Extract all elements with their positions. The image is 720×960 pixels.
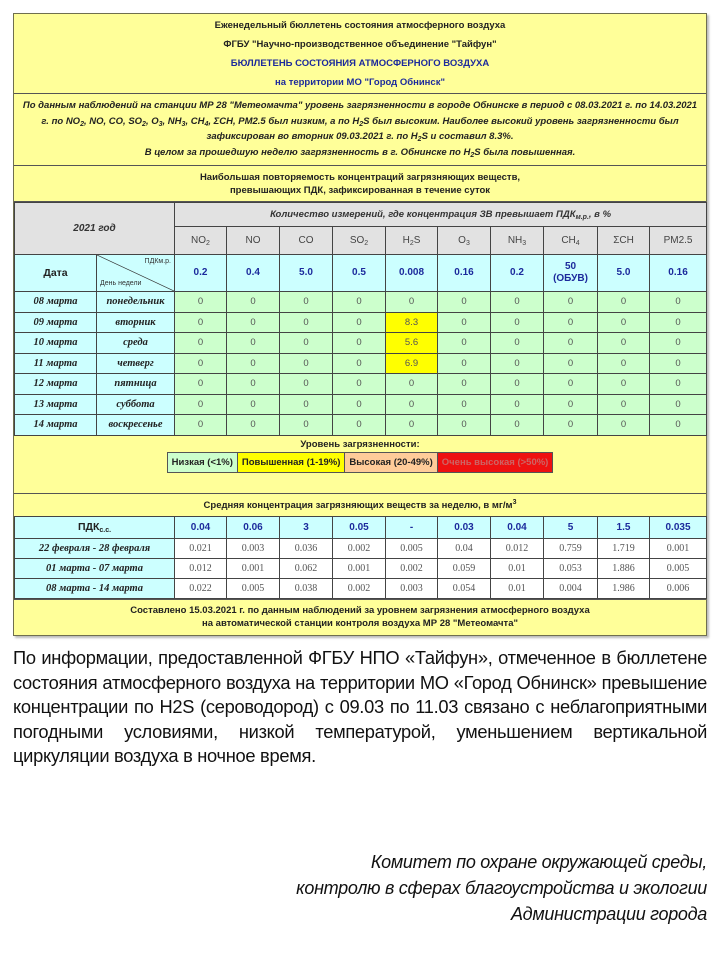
exceedance-value: 8.3 [386,312,438,333]
exceedance-value: 0 [491,415,544,436]
table-row [15,394,707,415]
pdk-mr-row [15,255,707,292]
exceedance-value: 0 [544,333,598,354]
exceedance-value: 0 [438,394,491,415]
avg-value: 0.003 [386,578,438,598]
exceedance-value: 0 [438,415,491,436]
avg-table-row [15,578,707,598]
avg-concentration-table [14,516,707,599]
avg-value: 0.012 [175,558,227,578]
exceedance-value: 0 [598,333,650,354]
exceedance-value: 0 [598,312,650,333]
row-date: 10 марта [15,333,97,354]
avg-table-row [15,538,707,558]
footer-line-1: Составлено 15.03.2021 г. по данным наблюдений за уровнем загрязнения атмосферного воздуха [130,604,590,616]
exceedance-value: 0 [544,374,598,395]
pdk-ss-value: 5 [544,516,598,538]
avg-value: 0.04 [438,538,491,558]
legend-item: Очень высокая (>50%) [438,453,553,472]
exceedance-value: 0 [598,374,650,395]
row-date: 08 марта [15,292,97,313]
exceedance-value: 0 [227,312,280,333]
exceedance-value: 0 [650,374,707,395]
exceedance-value: 0 [650,333,707,354]
pdk-ss-value: 0.06 [227,516,280,538]
legend-item: Низкая (<1%) [168,453,238,472]
exceedance-value: 0 [491,353,544,374]
avg-value: 0.001 [650,538,707,558]
substance-header: NO [227,227,280,255]
avg-value: 0.01 [491,558,544,578]
avg-value: 0.002 [333,538,386,558]
avg-value: 0.759 [544,538,598,558]
signature-line-1: Комитет по охране окружающей среды, [370,852,707,872]
avg-value: 0.036 [280,538,333,558]
header-line-3: БЮЛЛЕТЕНЬ СОСТОЯНИЯ АТМОСФЕРНОГО ВОЗДУХА [230,58,490,69]
exceedance-value: 0 [650,394,707,415]
avg-value: 0.004 [544,578,598,598]
exceedance-value: 0 [544,312,598,333]
diag-weekday-label: День недели [100,280,142,287]
exceedance-value: 0 [386,292,438,313]
substance-header: $CH_4$ [544,227,598,255]
avg-value: 0.005 [227,578,280,598]
avg-value: 1.986 [598,578,650,598]
row-weekday: суббота [97,394,175,415]
exceedance-value: 0 [227,374,280,395]
exceedance-value: 0 [175,415,227,436]
header-line-2: ФГБУ "Научно-производственное объединение "Тайфун" [223,39,497,50]
signature-block [107,849,707,927]
avg-table-row [15,558,707,578]
substance-header: $O_3$ [438,227,491,255]
avg-value: 0.062 [280,558,333,578]
pdk-ss-value: 3 [280,516,333,538]
exceedance-value: 0 [491,292,544,313]
avg-value: 0.006 [650,578,707,598]
pdk-mr-value: 5.0 [280,255,333,292]
exceedance-value: 0 [598,394,650,415]
pdk-mr-value: 0.16 [438,255,491,292]
avg-value: 0.001 [333,558,386,578]
table-row [15,415,707,436]
row-weekday: вторник [97,312,175,333]
diag-pdk-label: ПДКм.р. [144,258,171,265]
repeatability-title-line-2: превышающих ПДК, зафиксированная в течение суток [229,185,491,196]
substance-header: CO [280,227,333,255]
exceedance-value: 0 [438,312,491,333]
avg-concentration-title: Средняя концентрация загрязняющих веществ за неделю, в $мг/м^3$ [203,498,517,511]
air-quality-bulletin [13,13,707,636]
avg-value: 1.719 [598,538,650,558]
exceedance-value: 0 [491,394,544,415]
legend-item: Высокая (20-49%) [345,453,437,472]
exceedance-value: 0 [175,394,227,415]
row-date: 11 марта [15,353,97,374]
exceedance-value: 0 [175,312,227,333]
table-row [15,333,707,354]
qty-label: Количество измерений, где концентрация ЗВ превышает $ПДК_{м.р.}$, в % [175,203,707,227]
pdk-mr-value: 0.2 [175,255,227,292]
exceedance-value: 0 [333,394,386,415]
row-weekday: среда [97,333,175,354]
pdk-ss-value: 1.5 [598,516,650,538]
substance-header: ΣCH [598,227,650,255]
exceedance-value: 0 [438,353,491,374]
signature-line-2: контролю в сферах благоустройства и экологии [296,878,707,898]
exceedance-value: 0 [438,333,491,354]
date-column-header: Дата [15,255,97,292]
footer-line-2: на автоматической станции контроля воздуха МР 28 "Метеомачта" [202,617,518,629]
substance-header: $NH_3$ [491,227,544,255]
exceedance-value: 0 [650,312,707,333]
exceedance-value: 6.9 [386,353,438,374]
legend-item: Повышенная (1-19%) [238,453,346,472]
exceedance-value: 0 [280,394,333,415]
header-line-1: Еженедельный бюллетень состояния атмосферного воздуха [214,20,506,31]
row-weekday: воскресенье [97,415,175,436]
exceedance-value: 0 [491,312,544,333]
legend-items [167,452,554,473]
legend-title: Уровень загрязненности: [300,438,420,450]
repeatability-title-line-1: Наибольшая повторяемость концентраций загрязняющих веществ, [199,172,521,183]
row-weekday: четверг [97,353,175,374]
substance-header: PM2.5 [650,227,707,255]
summary-paragraph-1: По данным наблюдений на станции МР 28 "Метеомачта" уровень загрязненности в городе Обнинске в период с 08.03.2021 г. по 14.03.2021 г. по $NO_2$, NO, CO, $SO_2$, $O_3$, $NH_3$, $CH_4$, ΣCH, PM2.5 был низким, а по $H_2S$ был высоким. Наиболее высокий уровень загрязненности был зафиксирован во вторник 09.03.2021 г. по $H_2S$ и составил 8.3%. [22,100,698,143]
obuv-note: (ОБУВ) [553,273,588,284]
bulletin-footer [14,599,706,635]
exceedance-value: 0 [386,415,438,436]
pdk-mr-value: 50 (ОБУВ) [544,255,598,292]
exceedance-value: 0 [280,415,333,436]
substance-header: $H_2S$ [386,227,438,255]
row-date: 14 марта [15,415,97,436]
avg-period: 22 февраля - 28 февраля [15,538,175,558]
bulletin-summary [14,94,706,166]
exceedance-value: 0 [175,353,227,374]
pdk-mr-value: 0.16 [650,255,707,292]
exceedance-value: 0 [227,333,280,354]
avg-value: 0.059 [438,558,491,578]
pdk-mr-value: 0.008 [386,255,438,292]
exceedance-value: 0 [544,415,598,436]
pdk-ss-label: $ПДК_{с.с.}$ [15,516,175,538]
table-row [15,353,707,374]
exceedance-value: 0 [491,333,544,354]
avg-value: 0.053 [544,558,598,578]
exceedance-value: 0 [650,415,707,436]
exceedance-value: 0 [175,333,227,354]
avg-value: 0.012 [491,538,544,558]
avg-value: 0.001 [227,558,280,578]
exceedance-value: 0 [650,353,707,374]
avg-period: 08 марта - 14 марта [15,578,175,598]
signature-line-3: Администрации города [510,904,707,924]
exceedance-value: 0 [333,374,386,395]
exceedance-value: 0 [227,394,280,415]
avg-value: 0.038 [280,578,333,598]
exceedance-value: 0 [598,415,650,436]
header-line-4: на территории МО "Город Обнинск" [275,77,445,88]
exceedance-value: 0 [650,292,707,313]
exceedance-value: 0 [280,312,333,333]
pdk-mr-value: 0.4 [227,255,280,292]
table-row [15,312,707,333]
avg-value: 0.002 [333,578,386,598]
exceedance-value: 0 [280,333,333,354]
row-date: 12 марта [15,374,97,395]
avg-value: 0.022 [175,578,227,598]
pdk-ss-value: 0.035 [650,516,707,538]
exceedance-value: 0 [544,394,598,415]
exceedance-value: 0 [386,374,438,395]
substance-header: $NO_2$ [175,227,227,255]
repeatability-title [14,166,706,202]
pdk-ss-value: - [386,516,438,538]
exceedance-value: 0 [544,292,598,313]
exceedance-value: 0 [598,292,650,313]
pdk-ss-value: 0.04 [491,516,544,538]
exceedance-value: 0 [438,374,491,395]
pollution-level-legend [14,436,706,494]
avg-value: 0.021 [175,538,227,558]
pdk-ss-row [15,516,707,538]
row-date: 09 марта [15,312,97,333]
exceedance-value: 0 [598,353,650,374]
exceedance-value: 0 [280,292,333,313]
pdk-mr-value: 5.0 [598,255,650,292]
avg-value: 0.002 [386,558,438,578]
summary-paragraph-2: В целом за прошедшую неделю загрязненность в г. Обнинске по $H_2S$ была повышенная. [144,146,576,159]
avg-value: 0.054 [438,578,491,598]
exceedance-value: 0 [280,353,333,374]
exceedance-value: 0 [333,415,386,436]
bulletin-header [14,14,706,94]
pdk-ss-value: 0.05 [333,516,386,538]
exceedance-value: 0 [227,353,280,374]
pdk-ss-value: 0.04 [175,516,227,538]
table-row [15,292,707,313]
exceedance-value: 5.6 [386,333,438,354]
exceedance-value: 0 [227,415,280,436]
row-date: 13 марта [15,394,97,415]
exceedance-value: 0 [544,353,598,374]
row-weekday: понедельник [97,292,175,313]
exceedance-value: 0 [491,374,544,395]
exceedance-value: 0 [333,292,386,313]
avg-value: 0.003 [227,538,280,558]
avg-value: 0.01 [491,578,544,598]
avg-value: 1.886 [598,558,650,578]
diagonal-header-cell [97,255,175,292]
pdk-mr-value: 0.5 [333,255,386,292]
avg-value: 0.005 [386,538,438,558]
pdk-mr-value: 0.2 [491,255,544,292]
exceedance-value: 0 [386,394,438,415]
exceedance-value: 0 [333,353,386,374]
pdk-ss-value: 0.03 [438,516,491,538]
row-weekday: пятница [97,374,175,395]
exceedance-value: 0 [333,333,386,354]
year-label: 2021 год [15,203,175,255]
avg-period: 01 марта - 07 марта [15,558,175,578]
explanation-paragraph: По информации, предоставленной ФГБУ НПО «Тайфун», отмеченное в бюллетене состояния атмосферного воздуха на территории МО «Город Обнинск» превышение концентрации по H2S (сероводород) с 09.03 по 11.03 связано с неблагоприятными погодными условиями, низкой температурой, уменьшением вертикальной циркуляции воздуха в ночное время. [13,647,707,767]
exceedance-value: 0 [227,292,280,313]
exceedance-table [14,202,707,436]
exceedance-value: 0 [438,292,491,313]
exceedance-value: 0 [280,374,333,395]
table-row [15,374,707,395]
exceedance-value: 0 [333,312,386,333]
exceedance-value: 0 [175,374,227,395]
substance-header: $SO_2$ [333,227,386,255]
exceedance-value: 0 [175,292,227,313]
avg-value: 0.005 [650,558,707,578]
